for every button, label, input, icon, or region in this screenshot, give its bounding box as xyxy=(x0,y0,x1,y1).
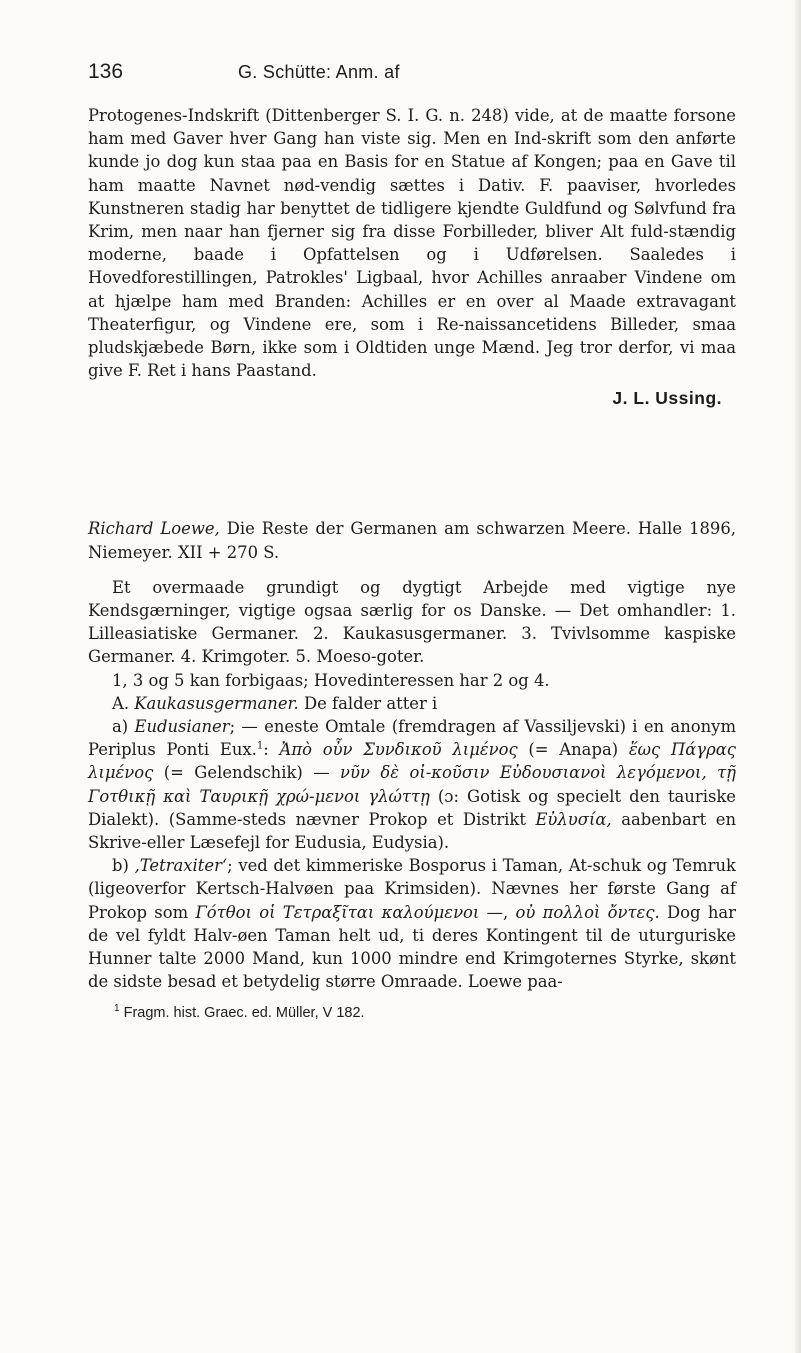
item-a-text: (= Anapa) xyxy=(517,740,629,760)
footnote-text: Fragm. hist. Graec. ed. Müller, V 182. xyxy=(119,1004,365,1021)
greek-quote: Εὐλυσία, xyxy=(535,809,612,829)
review-citation xyxy=(88,517,736,563)
item-b-label: b) xyxy=(112,856,135,876)
section-a-title: Kaukasusgermaner. xyxy=(134,693,299,713)
section-a-heading xyxy=(88,692,736,715)
greek-quote: νῦν δὲ οἰ-κοῦσιν Εὐδουσιανοὶ λεγόμενοι, τῇ Γοτθικῇ καὶ Ταυρικῇ χρώ-μενοι γλώττῃ xyxy=(88,763,736,806)
greek-quote: ἕως Πάγρας λιμένος xyxy=(88,740,736,783)
page-number: 136 xyxy=(88,60,124,83)
greek-quote: Ἀπὸ οὖν Συνδικοῦ λιμένος xyxy=(279,740,518,760)
item-a-text: (ɔ: Gotisk og specielt den tauriske Dialekt). (Samme-steds nævner Prokop et Distrikt xyxy=(88,786,736,829)
item-a-text: : xyxy=(263,740,280,760)
item-a-text: ; — eneste Omtale (fremdragen af Vassiljevski) i en anonym Periplus Ponti Eux. xyxy=(88,717,736,760)
item-a-term: Eudusianer xyxy=(134,717,230,737)
review-title: Die Reste der Germanen am schwarzen Meere. Halle 1896, Niemeyer. XII + 270 S. xyxy=(88,519,736,562)
item-b-term: ‚Tetraxiter‘ xyxy=(134,856,228,876)
previous-review-paragraph: Protogenes-Indskrift (Dittenberger S. I. G. n. 248) vide, at de maatte forsone ham med Gaver hver Gang han viste sig. Men en Ind-skrift som den anførte kunde jo dog kun staa paa en Basis for en Statue af Kongen; paa en Gave til ham maatte Navnet nød-vendig sættes i Dativ. F. paaviser, hvorledes Kunstneren stadig har benyttet de tidligere kjendte Guldfund og Sølvfund fra Krim, men naar han fjerner sig fra disse Forbilleder, bliver Alt fuld-stændig moderne, baade i Opfattelsen og i Udførelsen. Saaledes i Hovedforestillingen, Patrokles' Ligbaal, hvor Achilles anraaber Vindene om at hjælpe ham med Branden: Achilles er en over al Maade extravagant Theaterfigur, og Vindene ere, som i Re-naissancetidens Billeder, smaa pludskjæbede Børn, ikke som i Oldtiden unge Mænd. Jeg tror derfor, vi maa give F. Ret i hans Paastand. xyxy=(88,106,736,381)
item-b-text: —, xyxy=(479,902,516,922)
greek-quote: οὐ πολλοὶ ὄντες. xyxy=(515,902,660,922)
footnote xyxy=(114,1004,736,1022)
review-body xyxy=(88,576,736,994)
paragraph-tetraxiter xyxy=(88,854,736,993)
item-a-text: (= Gelendschik) — xyxy=(153,763,341,783)
reviewer-signature: J. L. Ussing. xyxy=(612,388,722,409)
page-edge-shadow xyxy=(795,0,801,1353)
item-a-label: a) xyxy=(112,717,135,737)
item-b-text: Dog har de vel fyldt Halv-øen Taman helt ud, ti deres Kontingent til de uturguriske Hunner talte 2000 Mand, kun 1000 mindre end Krimgoternes Styrke, skønt de sidste besad et betydelig større Omraade. Loewe paa- xyxy=(88,902,736,992)
item-a-text: aabenbart en Skrive-eller Læsefejl for Eudusia, Eudysia). xyxy=(88,809,736,853)
footnote-ref: 1 xyxy=(256,740,264,752)
paragraph-overview: Et overmaade grundigt og dygtigt Arbejde med vigtige nye Kendsgærninger, vigtige ogsaa særlig for os Danske. — Det omhandler: 1. Lilleasiatiske Germaner. 2. Kaukasusgermaner. 3. Tvivlsomme kaspiske Germaner. 4. Krimgoter. 5. Moeso-goter. xyxy=(88,577,736,667)
page-header xyxy=(88,60,736,94)
greek-quote: Γότθοι οἱ Τετραξῖται καλούμενοι xyxy=(195,902,480,922)
paragraph-interest: 1, 3 og 5 kan forbigaas; Hovedinteressen har 2 og 4. xyxy=(112,670,550,690)
paragraph-eudusianer xyxy=(88,715,736,854)
review-author: Richard Loewe, xyxy=(88,519,220,539)
footnote-mark: 1 xyxy=(114,1002,120,1014)
section-a-rest: De falder atter i xyxy=(298,693,438,713)
section-a-label: A. xyxy=(112,693,135,713)
running-head: G. Schütte: Anm. af xyxy=(238,62,400,82)
item-b-text: ; ved det kimmeriske Bosporus i Taman, At-schuk og Temruk (ligeoverfor Kertsch-Halvøen paa Krimsiden). Nævnes her første Gang af Prokop som xyxy=(88,856,736,922)
book-page xyxy=(88,60,736,1022)
